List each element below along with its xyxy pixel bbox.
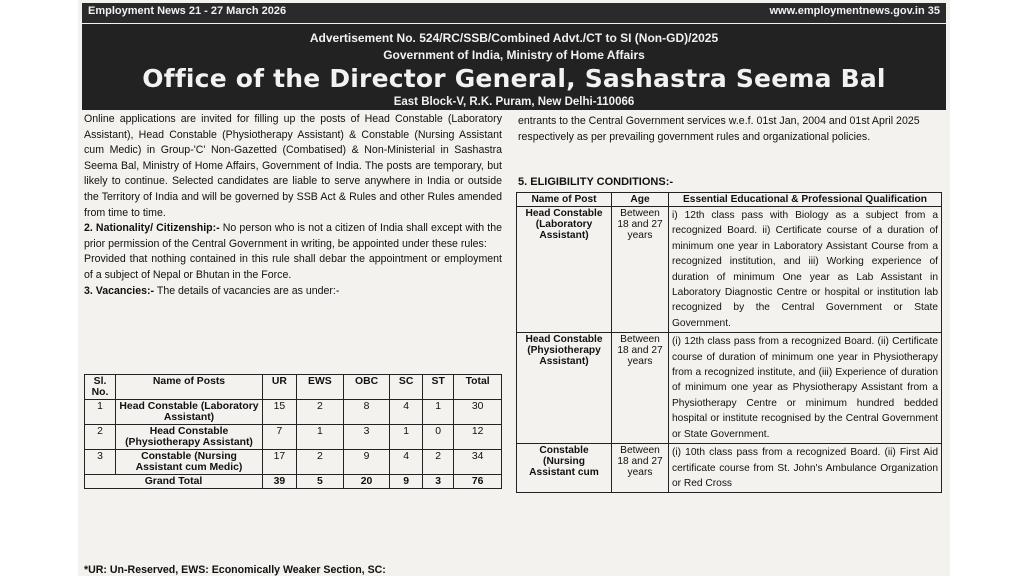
cell-qualification: i) 12th class pass with Biology as a subject from a recognized Board. ii) Certificate course of a duration of minimum one year in Laboratory Assistant Course from a recognized institution, and iii) Working experience of duration of minimum One year as Lab Assistant in Laboratory Diagnostic Centre or hospital or institution lab recognized by the Central Government or State Government. — [669, 207, 942, 333]
cell-ur: 17 — [263, 450, 297, 475]
cell-st: 0 — [423, 425, 454, 450]
cell-total: 76 — [454, 475, 502, 489]
table-row — [85, 450, 502, 475]
cell-qualification: (i) 10th class pass from a recognized Board. (ii) First Aid certificate course from St. John's Ambulance Organization or Red Cross — [669, 444, 942, 493]
cell-post-name: Head Constable (Physiotherapy Assistant) — [116, 425, 263, 450]
col-header: Name of Posts — [116, 375, 263, 400]
grand-total-row — [85, 475, 502, 489]
col-header: Essential Educational & Professional Qualification — [669, 193, 942, 207]
table-row — [517, 207, 942, 333]
cell-obc: 20 — [343, 475, 389, 489]
col-header: Sl. No. — [85, 375, 116, 400]
grand-total-label: Grand Total — [85, 475, 263, 489]
cell-total: 30 — [454, 400, 502, 425]
vacancy-table — [84, 374, 502, 489]
right-column — [518, 114, 946, 145]
cell-obc: 9 — [343, 450, 389, 475]
vacancies-paragraph — [84, 284, 502, 300]
cell-post-name: Constable (Nursing Assistant cum Medic) — [116, 450, 263, 475]
cell-obc: 8 — [343, 400, 389, 425]
cell-sl: 2 — [85, 425, 116, 450]
cell-obc: 3 — [343, 425, 389, 450]
vacancies-text: The details of vacancies are as under:- — [154, 284, 340, 297]
cell-total: 34 — [454, 450, 502, 475]
category-footnote: *UR: Un-Reserved, EWS: Economically Weaker Section, SC: — [84, 564, 386, 576]
cell-ews: 2 — [296, 400, 343, 425]
col-header: Name of Post — [517, 193, 612, 207]
advertisement-header — [82, 24, 946, 110]
government-line: Government of India, Ministry of Home Affairs — [383, 48, 645, 62]
advertisement-number: Advertisement No. 524/RC/SSB/Combined Advt./CT to SI (Non-GD)/2025 — [309, 31, 719, 45]
table-row — [517, 444, 942, 493]
cell-ews: 1 — [296, 425, 343, 450]
newspaper-page — [78, 0, 950, 576]
cell-sl: 3 — [85, 450, 116, 475]
col-header: UR — [263, 375, 297, 400]
cell-post: Head Constable (Physiotherapy Assistant) — [517, 333, 612, 444]
cell-post: Constable (Nursing Assistant cum — [517, 444, 612, 493]
table-row — [85, 400, 502, 425]
cell-st: 1 — [423, 400, 454, 425]
cell-qualification: (i) 12th class pass from a recognized Board. (ii) Certificate course of duration of minimum one year in Physiotherapy from a recognized institute, and (iii) Experience of duration of minimum one year as Physiotherapy Assistant from a Physiotherapy Centre or minimum hundred bedded hospital or institute recognised by the Central Government or State Government. — [669, 333, 942, 444]
table-row — [85, 425, 502, 450]
cell-sc: 9 — [390, 475, 423, 489]
col-header: OBC — [343, 375, 389, 400]
vacancy-table-header — [85, 375, 502, 400]
cell-age: Between 18 and 27 years — [612, 333, 669, 444]
cell-age: Between 18 and 27 years — [612, 444, 669, 493]
cell-sc: 4 — [390, 400, 423, 425]
cell-ews: 2 — [296, 450, 343, 475]
eligibility-heading: 5. ELIGIBILITY CONDITIONS:- — [518, 176, 674, 188]
continued-paragraph: entrants to the Central Government services w.e.f. 01st Jan, 2004 and 01st April 2025 respectively as per prevailing government rules and organizational policies. — [518, 115, 920, 143]
cell-sc: 1 — [390, 425, 423, 450]
cell-ur: 7 — [263, 425, 297, 450]
masthead-date: Employment News 21 - 27 March 2026 — [88, 5, 287, 17]
cell-post-name: Head Constable (Laboratory Assistant) — [116, 400, 263, 425]
col-header: EWS — [296, 375, 343, 400]
left-column — [84, 112, 502, 299]
eligibility-table — [516, 192, 942, 493]
cell-ews: 5 — [296, 475, 343, 489]
cell-ur: 39 — [263, 475, 297, 489]
cell-st: 3 — [423, 475, 454, 489]
cell-post: Head Constable (Laboratory Assistant) — [517, 207, 612, 333]
proviso-paragraph: Provided that nothing contained in this rule shall debar the appointment or employment of a subject of Nepal or Bhutan in the Force. — [84, 253, 502, 281]
col-header: Total — [454, 375, 502, 400]
intro-paragraph: Online applications are invited for filling up the posts of Head Constable (Laboratory Assistant), Head Constable (Physiotherapy Assistant) & Constable (Nursing Assistant cum Medic) in Group-'C' Non-Gazetted (Combatised) & Non-Ministerial in Sashastra Seema Bal, Ministry of Home Affairs, Government of India. The posts are temporary, but likely to continue. Selected candidates are liable to serve anywhere in India or outside the Territory of India and will be governed by SSB Act & Rules and other Rules amended from time to time. — [84, 113, 502, 219]
office-address: East Block-V, R.K. Puram, New Delhi-110066 — [393, 96, 635, 108]
office-title: Office of the Director General, Sashastra Seema Bal — [142, 64, 886, 93]
cell-ur: 15 — [263, 400, 297, 425]
cell-total: 12 — [454, 425, 502, 450]
col-header: ST — [423, 375, 454, 400]
nationality-text: No person who is not a citizen of India shall except with the prior permission of the Central Government in writing, be appointed under these rules: — [84, 222, 502, 250]
eligibility-table-header — [517, 193, 942, 207]
col-header: SC — [390, 375, 423, 400]
cell-sc: 4 — [390, 450, 423, 475]
cell-st: 2 — [423, 450, 454, 475]
masthead-website: www.employmentnews.gov.in 35 — [769, 5, 940, 17]
vacancies-heading: 3. Vacancies:- — [84, 284, 155, 297]
masthead-bar — [82, 3, 946, 23]
cell-sl: 1 — [85, 400, 116, 425]
table-row — [517, 333, 942, 444]
nationality-heading: 2. Nationality/ Citizenship:- — [84, 222, 220, 235]
nationality-paragraph — [84, 221, 502, 252]
cell-age: Between 18 and 27 years — [612, 207, 669, 333]
col-header: Age — [612, 193, 669, 207]
